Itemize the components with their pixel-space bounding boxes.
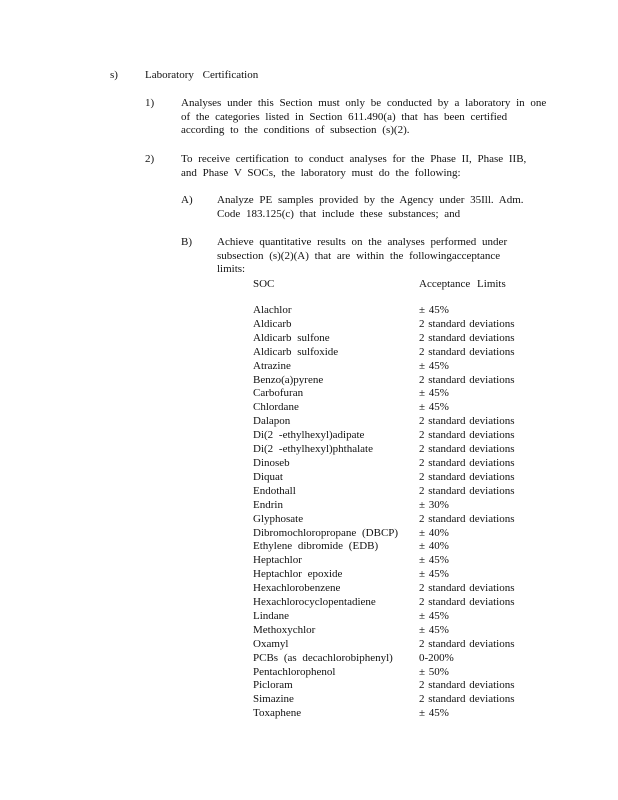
acceptance-limit: ± 45% [419, 359, 449, 372]
soc-name: Simazine [253, 693, 294, 706]
acceptance-limit: ± 45% [419, 401, 449, 414]
soc-name: Oxamyl [253, 637, 289, 650]
soc-name: Heptachlor epoxide [253, 568, 343, 581]
acceptance-limit: 2 standard deviations [419, 331, 515, 344]
acceptance-limit: 2 standard deviations [419, 484, 515, 497]
table-row [253, 485, 514, 499]
item-2-marker: 2) [145, 153, 155, 165]
soc-name: Diquat [253, 470, 283, 483]
subitem-b-line-3: limits: [217, 263, 246, 275]
subitem-a-marker: A) [181, 194, 193, 206]
acceptance-limit: ± 50% [419, 665, 449, 678]
acceptance-limit: ± 40% [419, 540, 449, 553]
soc-name: Endothall [253, 484, 296, 497]
subitem-a-line-1: Analyze PE samples provided by the Agency under 35Ill. Adm. [217, 194, 524, 206]
soc-name: Di(2 -ethylhexyl)phthalate [253, 443, 373, 456]
subitem-b-text [217, 236, 507, 277]
acceptance-limit: 2 standard deviations [419, 429, 515, 442]
table-row [253, 443, 514, 457]
acceptance-limit: ± 45% [419, 609, 449, 622]
acceptance-limit: 2 standard deviations [419, 637, 515, 650]
item-2-line-2: and Phase V SOCs, the laboratory must do the following: [181, 166, 461, 179]
acceptance-limit: ± 45% [419, 623, 449, 636]
table-row [253, 429, 514, 443]
table-row [253, 415, 514, 429]
soc-name: Methoxychlor [253, 623, 316, 636]
table-row [253, 374, 514, 388]
item-1-line-2: of the categories listed in Section 611.490(a) that has been certified [181, 110, 508, 123]
acceptance-limit: 2 standard deviations [419, 415, 515, 428]
soc-name: Dibromochloropropane (DBCP) [253, 526, 399, 539]
soc-acceptance-table [253, 304, 514, 721]
item-2-text [181, 153, 526, 180]
soc-name: Lindane [253, 609, 290, 622]
table-row [253, 666, 514, 680]
acceptance-limit: 2 standard deviations [419, 582, 515, 595]
section-marker: s) [110, 69, 118, 81]
table-row [253, 638, 514, 652]
table-row [253, 707, 514, 721]
acceptance-limit: 2 standard deviations [419, 596, 515, 609]
acceptance-limit: ± 40% [419, 526, 449, 539]
table-row [253, 652, 514, 666]
soc-name: Dinoseb [253, 456, 290, 469]
soc-name: Aldicarb sulfone [253, 331, 330, 344]
soc-name: PCBs (as decachlorobiphenyl) [253, 651, 393, 664]
subitem-a-text [217, 194, 524, 221]
soc-name: Glyphosate [253, 512, 304, 525]
table-row [253, 527, 514, 541]
table-row [253, 610, 514, 624]
acceptance-limit: ± 30% [419, 498, 449, 511]
item-2-line-1: To receive certification to conduct analyses for the Phase II, Phase IIB, [181, 153, 527, 165]
subitem-a-line-2: Code 183.125(c) that include these substances; and [217, 207, 461, 220]
table-row [253, 540, 514, 554]
table-row [253, 387, 514, 401]
table-row [253, 332, 514, 346]
table-row [253, 596, 514, 610]
soc-name: Dalapon [253, 415, 291, 428]
acceptance-limit: ± 45% [419, 304, 449, 316]
acceptance-limit: 2 standard deviations [419, 512, 515, 525]
table-row [253, 624, 514, 638]
table-row [253, 318, 514, 332]
table-row [253, 568, 514, 582]
acceptance-limit: 2 standard deviations [419, 317, 515, 330]
table-row [253, 457, 514, 471]
item-1-line-1: Analyses under this Section must only be conducted by a laboratory in one [181, 97, 547, 109]
acceptance-limit: ± 45% [419, 707, 449, 720]
table-row [253, 304, 514, 318]
table-row [253, 499, 514, 513]
acceptance-limit: 2 standard deviations [419, 679, 515, 692]
acceptance-limit: 2 standard deviations [419, 470, 515, 483]
soc-name: Hexachlorobenzene [253, 582, 341, 595]
soc-name: Alachlor [253, 304, 292, 316]
table-row [253, 554, 514, 568]
acceptance-limit: 2 standard deviations [419, 693, 515, 706]
table-row [253, 471, 514, 485]
soc-name: Endrin [253, 498, 283, 511]
acceptance-limit: 2 standard deviations [419, 345, 515, 358]
soc-name: Benzo(a)pyrene [253, 373, 324, 386]
acceptance-limit: ± 45% [419, 387, 449, 400]
soc-name: Atrazine [253, 359, 291, 372]
soc-name: Toxaphene [253, 707, 302, 720]
soc-name: Chlordane [253, 401, 299, 414]
subitem-b-marker: B) [181, 236, 192, 248]
acceptance-limit: 2 standard deviations [419, 373, 515, 386]
soc-name: Di(2 -ethylhexyl)adipate [253, 429, 365, 442]
soc-name: Picloram [253, 679, 293, 692]
table-row [253, 582, 514, 596]
soc-name: Hexachlorocyclopentadiene [253, 596, 376, 609]
table-header-limits: Acceptance Limits [419, 278, 506, 290]
soc-name: Carbofuran [253, 387, 304, 400]
soc-name: Pentachlorophenol [253, 665, 336, 678]
acceptance-limit: 2 standard deviations [419, 456, 515, 469]
acceptance-limit: ± 45% [419, 568, 449, 581]
table-row [253, 693, 514, 707]
table-header-soc: SOC [253, 278, 275, 290]
table-row [253, 360, 514, 374]
soc-name: Aldicarb sulfoxide [253, 345, 339, 358]
table-row [253, 679, 514, 693]
subitem-b-line-1: Achieve quantitative results on the analyses performed under [217, 236, 508, 248]
table-row [253, 346, 514, 360]
item-1-marker: 1) [145, 97, 155, 109]
subitem-b-line-2: subsection (s)(2)(A) that are within the followingacceptance [217, 249, 501, 262]
soc-name: Ethylene dibromide (EDB) [253, 540, 379, 553]
section-title: Laboratory Certification [145, 69, 259, 81]
acceptance-limit: ± 45% [419, 554, 449, 567]
acceptance-limit: 0-200% [419, 651, 454, 664]
table-row [253, 513, 514, 527]
soc-name: Heptachlor [253, 554, 302, 567]
soc-name: Aldicarb [253, 317, 292, 330]
table-row [253, 401, 514, 415]
item-1-text [181, 97, 546, 138]
item-1-line-3: according to the conditions of subsection (s)(2). [181, 124, 410, 136]
acceptance-limit: 2 standard deviations [419, 443, 515, 456]
